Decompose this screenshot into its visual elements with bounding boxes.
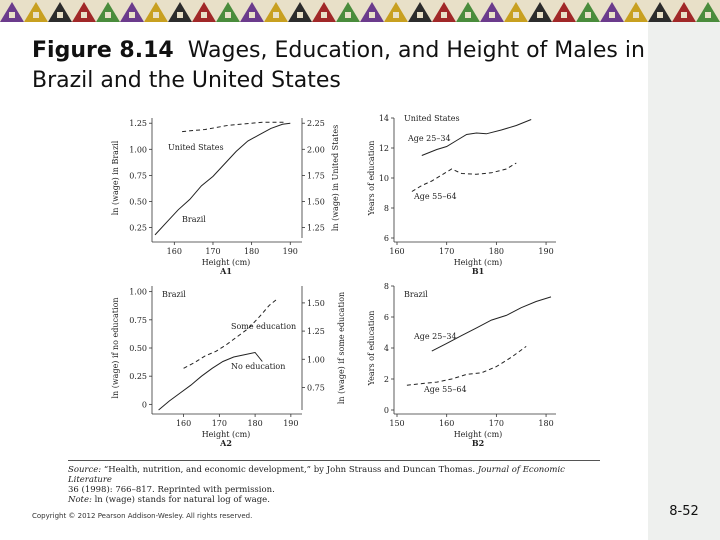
y-tick-label-left: 0.75 (129, 171, 147, 181)
y-tick-label-right: 0.75 (307, 383, 325, 393)
y-tick-label-right: 1.25 (307, 327, 325, 337)
x-tick-label: 170 (205, 247, 221, 256)
x-tick-label: 180 (247, 419, 263, 428)
x-axis-label: Height (cm) (201, 258, 251, 267)
figure-number: Figure 8.14 (32, 38, 174, 63)
series-line (182, 122, 286, 131)
y-tick-label-left: 0.50 (129, 344, 147, 353)
note-line (68, 495, 608, 505)
y-tick-label-left: 14 (378, 114, 389, 123)
figure-caption: Wages, Education, and Height of Males in Brazil and the United States (32, 38, 645, 93)
x-axis-label: Height (cm) (201, 430, 251, 439)
panel-title: United States (404, 114, 460, 123)
y-axis-label-right: ln (wage) in United States (331, 124, 340, 232)
y-tick-label-left: 10 (378, 174, 389, 183)
y-tick-label-left: 2 (383, 375, 389, 384)
footnote-rule (68, 460, 600, 461)
series-label: Age 25–34 (408, 134, 451, 143)
panel-title: Brazil (404, 290, 428, 299)
y-tick-label-left: 0 (141, 400, 147, 410)
y-axis-label-left: Years of education (367, 310, 376, 386)
y-tick-label-left: 1.00 (129, 145, 147, 155)
y-tick-label-left: 0.50 (129, 197, 147, 207)
x-tick-label: 160 (166, 247, 182, 256)
x-axis-label: Height (cm) (453, 430, 503, 439)
y-tick-label-right: 1.25 (307, 223, 325, 233)
y-tick-label-left: 0.75 (129, 315, 147, 325)
y-tick-label-right: 2.25 (307, 119, 325, 129)
series-line (412, 163, 516, 192)
y-tick-label-left: 6 (383, 313, 389, 322)
series-line (155, 123, 290, 235)
chart-panel-b2 (367, 282, 556, 448)
x-tick-label: 160 (175, 419, 192, 428)
chart-panel-a2 (111, 286, 346, 448)
x-tick-label: 180 (243, 247, 260, 256)
panel-label: B1 (471, 266, 485, 276)
panel-label: A1 (220, 266, 232, 276)
chart-panel-a1 (111, 118, 340, 276)
copyright-notice: Copyright © 2012 Pearson Addison-Wesley. All rights reserved. (32, 512, 253, 520)
x-tick-label: 190 (282, 247, 298, 256)
x-tick-label: 170 (439, 247, 455, 256)
x-tick-label: 160 (389, 247, 405, 256)
x-tick-label: 190 (283, 419, 299, 428)
y-tick-label-left: 1.00 (129, 287, 147, 297)
x-tick-label: 150 (389, 419, 405, 428)
x-tick-label: 190 (538, 247, 554, 256)
y-tick-label-left: 6 (383, 234, 389, 243)
note-label: Note: (68, 495, 92, 505)
series-line (432, 297, 551, 351)
y-tick-label-left: 0 (383, 406, 389, 415)
y-axis-label-right: ln (wage) if some education (337, 291, 346, 405)
series-label: Age 25–34 (414, 332, 457, 341)
source-line-2: 36 (1998): 766–817. Reprinted with permission. (68, 485, 275, 495)
panel-label: A2 (220, 438, 232, 448)
series-label: Brazil (182, 215, 206, 224)
x-axis-label: Height (cm) (453, 258, 503, 267)
y-axis-label-left: ln (wage) if no education (111, 297, 120, 399)
x-tick-label: 170 (488, 419, 505, 428)
y-tick-label-right: 1.75 (307, 171, 325, 181)
y-tick-label-right: 2.00 (307, 145, 325, 155)
x-tick-label: 160 (439, 419, 455, 428)
y-tick-label-right: 1.50 (307, 197, 325, 207)
series-line (407, 346, 526, 385)
source-label: Source: (68, 465, 102, 475)
source-text: “Health, nutrition, and economic development,” by John Strauss and Duncan Thomas. (101, 465, 476, 475)
x-tick-label: 180 (538, 419, 554, 428)
source-journal: Journal of Economic Literature (68, 465, 565, 485)
source-line (68, 465, 608, 485)
slide-number: 8-52 (648, 490, 720, 540)
y-tick-label-right: 1.00 (307, 355, 325, 365)
figure-footnote (68, 460, 608, 505)
panel-label: B2 (471, 438, 485, 448)
series-label: Some education (231, 322, 297, 331)
y-tick-label-left: 8 (383, 282, 389, 291)
series-label: United States (168, 143, 224, 152)
y-axis-label-left: Years of education (367, 140, 376, 216)
note-text: ln (wage) stands for natural log of wage. (91, 495, 270, 505)
x-tick-label: 180 (488, 247, 505, 256)
series-label: Age 55–64 (424, 385, 467, 394)
chart-panel-b1 (367, 114, 556, 276)
y-tick-label-left: 0.25 (129, 372, 147, 382)
y-tick-label-left: 8 (383, 204, 389, 213)
y-tick-label-right: 1.50 (307, 298, 325, 308)
x-tick-label: 170 (211, 419, 227, 428)
y-axis-label-left: ln (wage) in Brazil (111, 140, 120, 216)
panel-title: Brazil (162, 290, 186, 299)
series-label: No education (231, 362, 286, 371)
series-label: Age 55–64 (414, 192, 457, 201)
y-tick-label-left: 1.25 (129, 119, 147, 129)
y-tick-label-left: 0.25 (129, 223, 147, 233)
y-tick-label-left: 4 (383, 344, 389, 353)
y-tick-label-left: 12 (378, 144, 389, 153)
